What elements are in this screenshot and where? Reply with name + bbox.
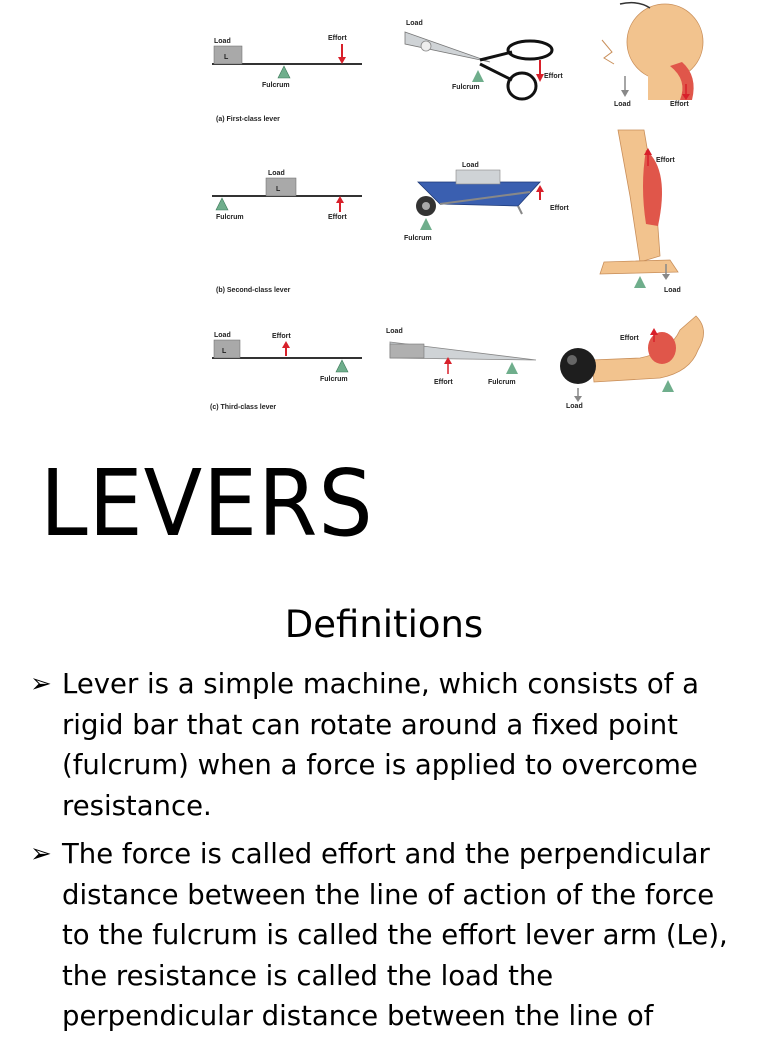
wheelbarrow-load-label: Load (462, 162, 479, 169)
caption-second-class: (b) Second-class lever (216, 287, 291, 294)
page-title: LEVERS (40, 450, 374, 557)
list-item (30, 664, 750, 826)
head-effort-label: Effort (670, 101, 689, 108)
head-neck-illustration (602, 3, 703, 108)
tongs-effort-label: Effort (434, 379, 453, 386)
definition-text: The force is called effort and the perpendicular distance between the line of action of the force to the fulcrum is called the effort lever arm (Le), the resistance is called the load the perpendicular distance between the line of (62, 838, 728, 1032)
leg-load-label: Load (664, 287, 681, 294)
head-load-label: Load (614, 101, 631, 108)
load-box-label-3: L (222, 348, 227, 355)
wheelbarrow-effort-label: Effort (550, 205, 569, 212)
arm-load-label: Load (566, 403, 583, 410)
scissors-load-label: Load (406, 20, 423, 27)
leg-effort-label: Effort (656, 157, 675, 164)
arrow-bullet-icon: ➢ (30, 669, 52, 699)
first-class-lever-diagram (212, 3, 703, 123)
definitions-list (30, 664, 750, 1045)
arrow-bullet-icon: ➢ (30, 839, 52, 869)
fulcrum-label: Fulcrum (262, 82, 290, 89)
tongs-load-label: Load (386, 328, 403, 335)
fulcrum-label-3: Fulcrum (320, 376, 348, 383)
leg-illustration (600, 130, 681, 294)
arm-effort-label: Effort (620, 335, 639, 342)
wheelbarrow-fulcrum-label: Fulcrum (404, 235, 432, 242)
second-class-lever-diagram (212, 130, 681, 294)
scissors-illustration (405, 20, 563, 99)
fulcrum-label-2: Fulcrum (216, 214, 244, 221)
caption-first-class: (a) First-class lever (216, 116, 280, 123)
load-label-3: Load (214, 332, 231, 339)
lever-classes-figure (200, 0, 730, 420)
load-label: Load (214, 38, 231, 45)
definition-text: Lever is a simple machine, which consists of a rigid bar that can rotate around a fixed point (fulcrum) when a force is applied to overcome resistance. (62, 668, 699, 822)
scissors-effort-label: Effort (544, 73, 563, 80)
effort-arrow (338, 57, 346, 64)
fulcrum-triangle (278, 66, 290, 78)
load-label-2: Load (268, 170, 285, 177)
effort-label-2: Effort (328, 214, 347, 221)
load-box-label: L (224, 54, 229, 61)
list-item (30, 834, 750, 1037)
section-subtitle: Definitions (284, 603, 484, 646)
scissors-fulcrum-label: Fulcrum (452, 84, 480, 91)
tongs-illustration (386, 328, 536, 386)
caption-third-class: (c) Third-class lever (210, 404, 277, 411)
tongs-fulcrum-label: Fulcrum (488, 379, 516, 386)
third-class-lever-diagram (210, 316, 704, 411)
arm-illustration (560, 316, 704, 410)
wheelbarrow-illustration (404, 162, 569, 242)
load-box-label-2: L (276, 186, 281, 193)
effort-label: Effort (328, 35, 347, 42)
effort-label-3: Effort (272, 333, 291, 340)
